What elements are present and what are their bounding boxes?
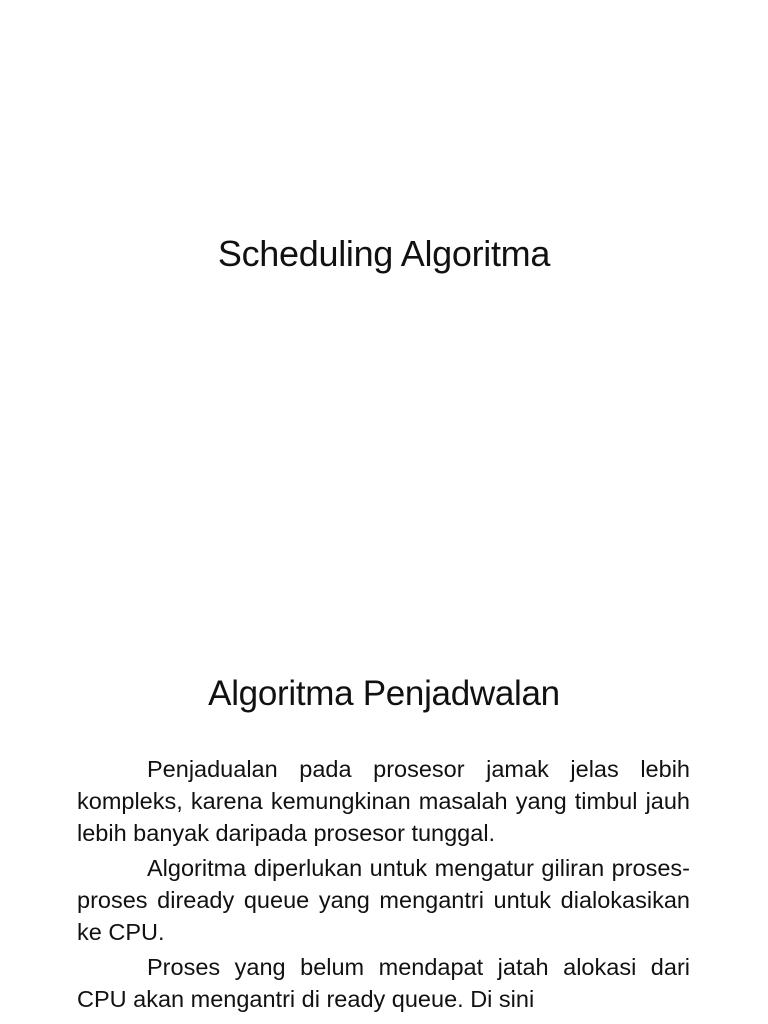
slide-2-title: Algoritma Penjadwalan <box>208 674 560 713</box>
slide-2 <box>0 595 768 1024</box>
paragraph-3: Proses yang belum mendapat jatah alokasi dari CPU akan mengantri di ready queue. Di sini <box>77 954 690 1012</box>
paragraph-2: Algoritma diperlukan untuk mengatur giliran proses-proses diready queue yang mengantri untuk dialokasikan ke CPU. <box>77 855 690 945</box>
slide-1-title: Scheduling Algoritma <box>217 233 551 274</box>
paragraph-1: Penjadualan pada prosesor jamak jelas lebih kompleks, karena kemungkinan masalah yang timbul jauh lebih banyak daripada prosesor tunggal. <box>77 756 690 846</box>
slide-2-body <box>77 753 690 1018</box>
